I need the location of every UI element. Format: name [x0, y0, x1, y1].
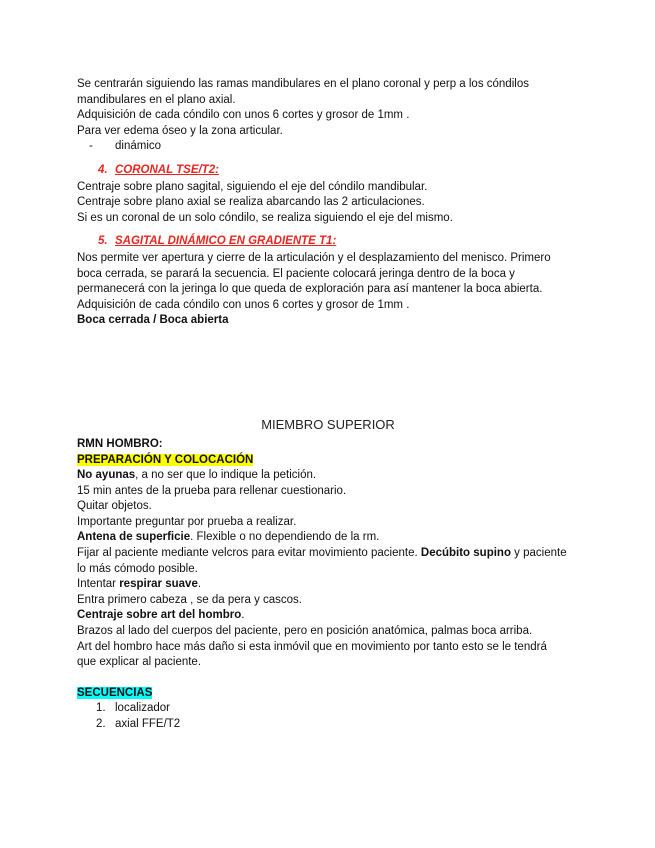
coronal-number: 4.	[98, 163, 108, 176]
sagital-line-4: Adquisición de cada cóndilo con unos 6 cortes y grosor de 1mm .	[77, 298, 410, 311]
fijar-text-b: y paciente	[510, 547, 567, 560]
preparacion-heading: PREPARACIÓN Y COLOCACIÓN	[77, 453, 254, 466]
sequence-item	[77, 717, 577, 733]
coronal-heading	[77, 163, 577, 179]
intro-paragraph-line-1: Se centrarán siguiendo las ramas mandibulares en el plano coronal y perp a los cóndilos	[77, 78, 529, 90]
sagital-line-1: Nos permite ver apertura y cierre de la articulación y el desplazamiento del menisco. Primero	[77, 251, 551, 264]
ayunas-bold: No ayunas	[77, 469, 136, 482]
entra-cabeza-line: Entra primero cabeza , se da pera y cascos.	[77, 593, 302, 606]
sequence-item	[77, 701, 577, 717]
fijar-line-2: lo más cómodo posible.	[77, 562, 198, 575]
coronal-line-2: Centraje sobre plano axial se realiza abarcando las 2 articulaciones.	[77, 196, 425, 209]
antena-rest: . Flexible o no dependiendo de la rm.	[190, 531, 380, 544]
preguntar-line: Importante preguntar por prueba a realizar.	[77, 515, 297, 528]
brazos-line: Brazos al lado del cuerpos del paciente, pero en posición anatómica, palmas boca arriba.	[77, 625, 533, 638]
sagital-title: SAGITAL DINÁMICO EN GRADIENTE T1:	[115, 235, 337, 248]
sagital-number: 5.	[98, 235, 108, 248]
dash-item-text: dinámico	[115, 140, 162, 153]
sagital-line-2: boca cerrada, se parará la secuencia. El paciente colocará jeringa dentro de la boca y	[77, 267, 515, 280]
fifteen-min-line: 15 min antes de la prueba para rellenar cuestionario.	[77, 484, 347, 497]
antena-line	[77, 530, 577, 546]
section-title: MIEMBRO SUPERIOR	[261, 416, 395, 432]
coronal-line-1: Centraje sobre plano sagital, siguiendo el eje del cóndilo mandibular.	[77, 180, 428, 193]
respirar-end: .	[197, 578, 202, 591]
document-page	[77, 77, 577, 733]
rmn-hombro-subtitle: RMN HOMBRO:	[77, 437, 163, 450]
intro-edema-line: Para ver edema óseo y la zona articular.	[77, 124, 283, 137]
respirar-line	[77, 577, 577, 593]
boca-cerrada-abierta: Boca cerrada / Boca abierta	[77, 314, 229, 327]
centraje-line	[77, 608, 577, 624]
sequence-number: 2.	[96, 718, 106, 730]
coronal-title: CORONAL TSE/T2:	[115, 163, 219, 176]
art-hombro-line-1: Art del hombro hace más daño si esta inmóvil que en movimiento por tanto esto se le tendrá	[77, 640, 547, 653]
centraje-end: .	[241, 609, 245, 622]
secuencias-heading: SECUENCIAS	[77, 686, 153, 699]
ayunas-line	[77, 468, 577, 484]
quitar-objetos-line: Quitar objetos.	[77, 500, 152, 513]
intro-paragraph-line-2: mandibulares en el plano axial.	[77, 93, 236, 106]
coronal-line-3: Si es un coronal de un solo cóndilo, se realiza siguiendo el eje del mismo.	[77, 211, 453, 224]
dash-list-item	[77, 139, 577, 155]
centraje-bold: Centraje sobre art del hombro	[77, 609, 242, 622]
respirar-bold: respirar suave	[119, 578, 198, 591]
fijar-line	[77, 546, 577, 562]
sagital-line-3: permanecerá con la jeringa lo que queda de exploración para así mantener la boca abierta.	[77, 283, 543, 296]
sequence-text: axial FFE/T2	[115, 718, 181, 730]
sequence-text: localizador	[115, 702, 170, 715]
decubito-bold: Decúbito supino	[420, 547, 511, 560]
antena-bold: Antena de superficie	[77, 531, 191, 544]
sequence-number: 1.	[96, 702, 106, 715]
ayunas-rest: , a no ser que lo indique la petición.	[135, 469, 317, 482]
fijar-text-a: Fijar al paciente mediante velcros para evitar movimiento paciente.	[77, 547, 421, 560]
sagital-heading	[77, 234, 577, 250]
intentar-text: Intentar	[77, 578, 120, 591]
dash-marker: -	[89, 140, 93, 153]
art-hombro-line-2: que explicar al paciente.	[77, 656, 202, 669]
intro-acquisition-line: Adquisición de cada cóndilo con unos 6 cortes y grosor de 1mm .	[77, 109, 410, 122]
